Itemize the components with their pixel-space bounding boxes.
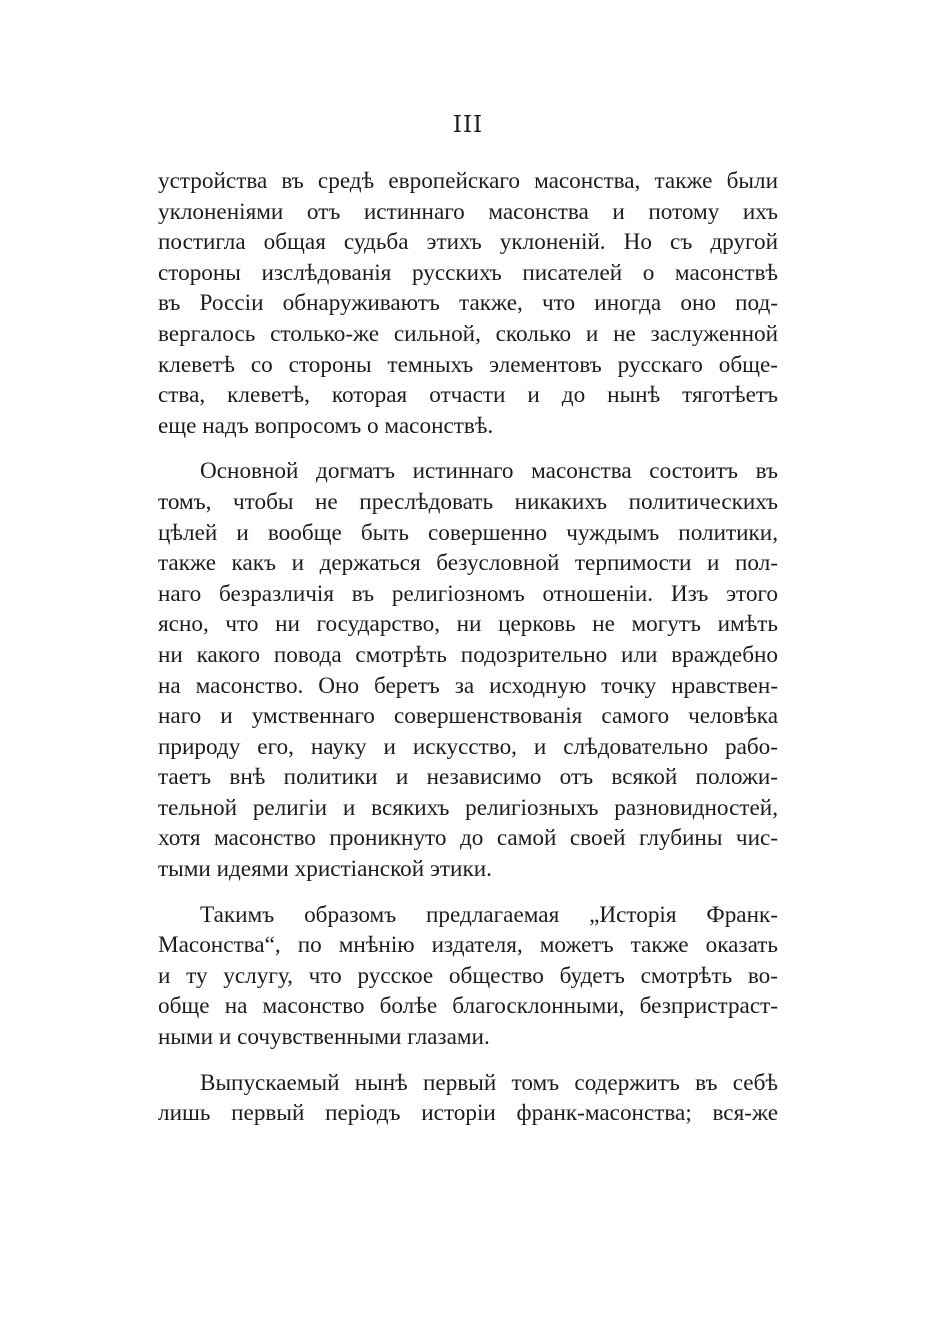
text-line: еще надъ вопросомъ о масонствѣ.	[158, 412, 494, 439]
paragraph-2	[158, 456, 778, 884]
page-number: III	[452, 112, 484, 138]
paragraph-3	[158, 900, 778, 1053]
text-line: уклоненіями отъ истиннаго масонства и потому ихъ	[158, 198, 778, 225]
text-line: на масонство. Оно беретъ за исходную точку нравствен-	[158, 672, 778, 699]
text-line: лишь первый періодъ исторіи франк-масонства; вся-же	[158, 1100, 778, 1127]
text-line: хотя масонство проникнуто до самой своей глубины чис-	[158, 825, 778, 852]
text-line: ни какого повода смотрѣть подозрительно или враждебно	[158, 641, 778, 668]
text-line: и ту услугу, что русское общество будетъ смотрѣть во-	[158, 962, 778, 989]
text-line: обще на масонство болѣе благосклонными, безпристраст-	[158, 993, 778, 1020]
text-line: наго и умственнаго совершенствованія самого человѣка	[158, 703, 778, 730]
paragraph-1	[158, 166, 778, 441]
text-line: Масонства“, по мнѣнію издателя, можетъ также оказать	[158, 932, 778, 959]
text-line: стороны изслѣдованія русскихъ писателей о масонствѣ	[158, 259, 778, 286]
text-line: также какъ и держаться безусловной терпимости и пол-	[158, 550, 778, 577]
text-line: въ Россіи обнаруживаютъ также, что иногда оно под-	[158, 290, 778, 317]
text-line: устройства въ средѣ европейскаго масонства, также были	[158, 168, 778, 194]
text-line: клеветѣ со стороны темныхъ элементовъ русскаго обще-	[158, 351, 778, 378]
text-line: тельной религіи и всякихъ религіозныхъ разновидностей,	[158, 794, 778, 821]
text-line: постигла общая судьба этихъ уклоненій. Но съ другой	[158, 229, 778, 256]
text-line: наго безразличія въ религіозномъ отношеніи. Изъ этого	[158, 580, 778, 607]
text-line: ными и сочувственными глазами.	[158, 1024, 490, 1051]
paragraph-4	[158, 1068, 778, 1129]
text-line: природу его, науку и искусство, и слѣдовательно рабо-	[158, 733, 778, 760]
body-text	[158, 166, 778, 1129]
text-line: ясно, что ни государство, ни церковь не могутъ имѣть	[158, 611, 778, 638]
text-line: ства, клеветѣ, которая отчасти и до нынѣ тяготѣетъ	[158, 382, 778, 409]
text-line: Такимъ образомъ предлагаемая „Исторія Франк-	[200, 901, 778, 928]
text-line: цѣлей и вообще быть совершенно чуждымъ политики,	[158, 519, 778, 546]
text-line: Основной догматъ истиннаго масонства состоитъ въ	[200, 458, 778, 485]
text-line: Выпускаемый нынѣ первый томъ содержитъ въ себѣ	[200, 1069, 778, 1096]
text-line: вергалось столько-же сильной, сколько и не заслуженной	[158, 320, 778, 347]
text-line: таетъ внѣ политики и независимо отъ всякой положи-	[158, 764, 778, 791]
text-line: тыми идеями христіанской этики.	[158, 856, 492, 883]
text-line: томъ, чтобы не преслѣдовать никакихъ политическихъ	[158, 488, 778, 515]
